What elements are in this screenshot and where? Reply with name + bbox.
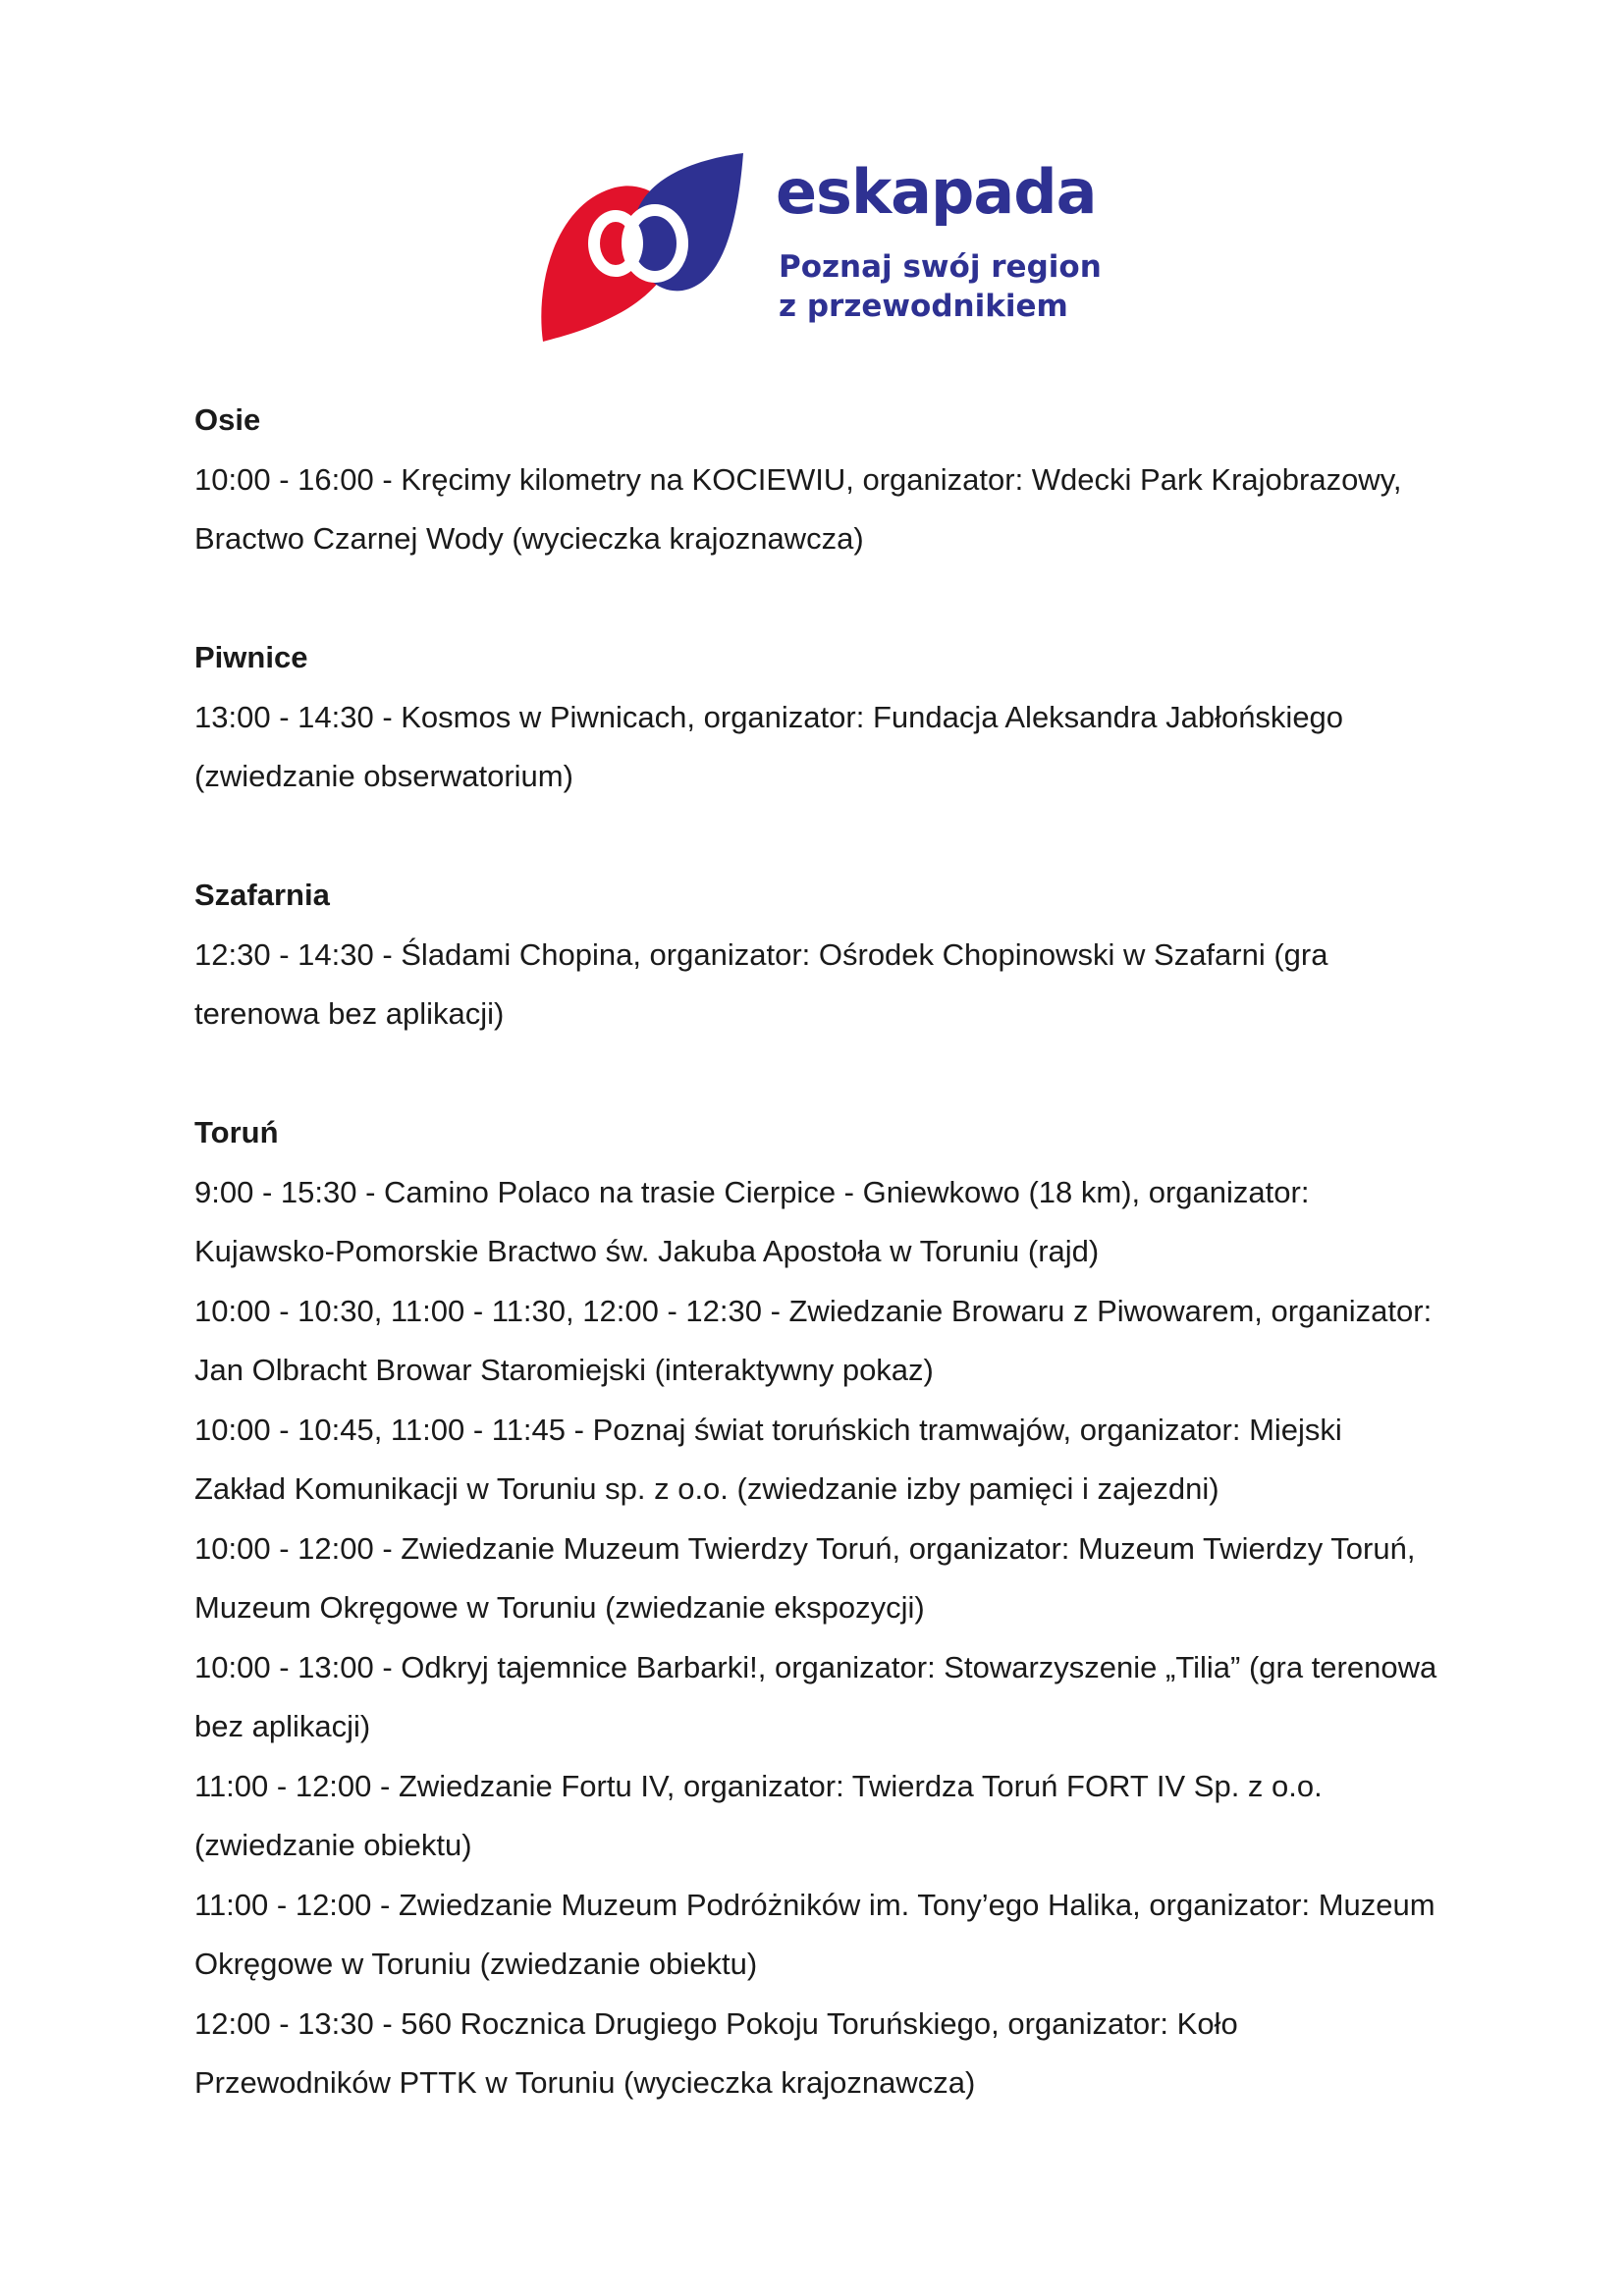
section-title: Szafarnia <box>194 878 330 912</box>
event-item: 9:00 - 15:30 - Camino Polaco na trasie Cierpice - Gniewkowo (18 km), organizator: Kujawsko-Pomorskie Bractwo św. Jakuba Apostoła w Toruniu (rajd) <box>194 1174 1310 1268</box>
event-item: 10:00 - 10:30, 11:00 - 11:30, 12:00 - 12:30 - Zwiedzanie Browaru z Piwowarem, organizator: Jan Olbracht Browar Staromiejski (interaktywny pokaz) <box>194 1293 1433 1387</box>
event-item: 10:00 - 13:00 - Odkryj tajemnice Barbarki!, organizator: Stowarzyszenie „Tilia” (gra terenowa bez aplikacji) <box>194 1649 1437 1743</box>
section-torun <box>194 1103 1441 2113</box>
event-item: 11:00 - 12:00 - Zwiedzanie Muzeum Podróżników im. Tony’ego Halika, organizator: Muzeum Okręgowe w Toruniu (zwiedzanie obiektu) <box>194 1887 1435 1981</box>
tagline-line-2: z przewodnikiem <box>779 289 1068 324</box>
event-schedule <box>194 391 1441 2113</box>
section-title: Osie <box>194 402 261 437</box>
section-title: Toruń <box>194 1115 279 1149</box>
section-piwnice <box>194 628 1441 807</box>
event-item: 10:00 - 12:00 - Zwiedzanie Muzeum Twierdzy Toruń, organizator: Muzeum Twierdzy Toruń, Muzeum Okręgowe w Toruniu (zwiedzanie ekspozycji) <box>194 1530 1416 1625</box>
event-item: 12:30 - 14:30 - Śladami Chopina, organizator: Ośrodek Chopinowski w Szafarni (gra terenowa bez aplikacji) <box>194 936 1328 1031</box>
section-title: Piwnice <box>194 640 308 674</box>
section-szafarnia <box>194 866 1441 1044</box>
brand-name: eskapada <box>776 156 1097 228</box>
eskapada-logo-icon <box>535 147 751 353</box>
header <box>535 147 1124 353</box>
event-item: 11:00 - 12:00 - Zwiedzanie Fortu IV, organizator: Twierdza Toruń FORT IV Sp. z o.o. (zwiedzanie obiektu) <box>194 1768 1323 1862</box>
event-item: 12:00 - 13:30 - 560 Rocznica Drugiego Pokoju Toruńskiego, organizator: Koło Przewodników PTTK w Toruniu (wycieczka krajoznawcza) <box>194 2005 1238 2100</box>
event-item: 13:00 - 14:30 - Kosmos w Piwnicach, organizator: Fundacja Aleksandra Jabłońskiego (zwiedzanie obserwatorium) <box>194 699 1344 793</box>
event-item: 10:00 - 16:00 - Kręcimy kilometry na KOCIEWIU, organizator: Wdecki Park Krajobrazowy, Bractwo Czarnej Wody (wycieczka krajoznawcza) <box>194 461 1402 556</box>
tagline-line-1: Poznaj swój region <box>779 249 1102 285</box>
section-osie <box>194 391 1441 569</box>
event-item: 10:00 - 10:45, 11:00 - 11:45 - Poznaj świat toruńskich tramwajów, organizator: Miejski Zakład Komunikacji w Toruniu sp. z o.o. (zwiedzanie izby pamięci i zajezdni) <box>194 1412 1342 1506</box>
